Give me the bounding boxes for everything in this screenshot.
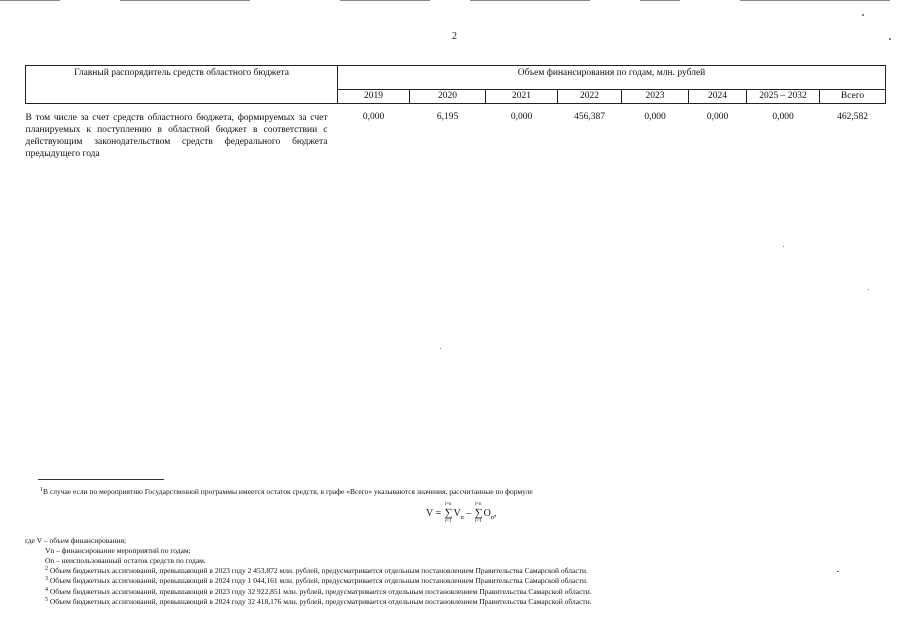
vn-line: Vn – финансирование мероприятий по годам; <box>45 546 191 555</box>
year-header: 2021 <box>486 90 558 104</box>
scan-top-edge <box>0 0 905 2</box>
table-cell: 0,000 <box>510 112 533 122</box>
header-financing-by-years: Объем финансирования по годам, млн. рублей <box>338 66 886 90</box>
year-header: 2022 <box>558 90 622 104</box>
table-cell: 456,387 <box>574 112 605 122</box>
table-cell: 0,000 <box>706 112 729 122</box>
footnote-text: Объем бюджетных ассигнований, превышающий в 2024 году 1 044,161 млн. рублей, предусматривается отдельным постановлением Правительства Самарской области. <box>49 576 588 585</box>
formula-o-sub: n <box>490 515 494 521</box>
sum-lower-limit: i=1 <box>474 519 482 524</box>
where-line: где V – объем финансирования; <box>25 536 127 545</box>
on-line: On – неиспользованный остаток средств по годам. <box>45 556 206 565</box>
table-cell: 6,195 <box>436 112 459 122</box>
financing-table <box>25 65 886 161</box>
formula-v-sub: n <box>460 515 464 521</box>
footnote-1 <box>40 487 533 497</box>
sum-symbol: ∑ i=n i=1 <box>444 502 453 524</box>
formula-v: V <box>453 508 461 519</box>
scan-speck <box>837 571 839 572</box>
table-cell: 0,000 <box>644 112 666 122</box>
page-number: 2 <box>452 31 457 42</box>
formula-tail: , <box>493 508 497 519</box>
header-distributor: Главный распорядитель средств областного бюджета <box>26 66 338 104</box>
footnote-4 <box>45 587 592 597</box>
footnote-mark: 4 <box>45 587 48 593</box>
footnote-separator <box>38 479 164 480</box>
footnote-mark: 2 <box>45 566 48 572</box>
total-header: Всего <box>820 90 886 104</box>
table-cell-total: 462,582 <box>837 112 868 122</box>
row-description: В том числе за счет средств областного бюджета, формируемых за счет планируемых к поступлению в областной бюджет в соответствии с действующим законодательством средств федерального бюджета предыдущего года <box>25 113 328 159</box>
sum-lower-limit: i=1 <box>444 519 452 524</box>
formula-lhs: V = <box>426 508 442 519</box>
scan-speck <box>440 348 441 349</box>
year-header: 2020 <box>410 90 486 104</box>
sum-symbol: ∑ i=n i=1 <box>474 502 483 524</box>
scan-speck <box>783 246 784 247</box>
year-header: 2024 <box>689 90 747 104</box>
formula-o: O <box>483 508 491 519</box>
table-cell: 0,000 <box>772 112 794 122</box>
table-row <box>26 104 886 162</box>
scan-speck <box>862 14 864 16</box>
footnote-text: Объем бюджетных ассигнований, превышающий в 2023 году 2 453,872 млн. рублей, предусматривается отдельным постановлением Правительства Самарской области. <box>49 566 588 575</box>
footnote-3 <box>45 576 588 586</box>
year-header: 2025 – 2032 <box>747 90 820 104</box>
footnote-text: Объем бюджетных ассигнований, превышающий в 2023 году 32 922,851 млн. рублей, предусматривается отдельным постановлением Правительства Самарской области. <box>49 587 592 596</box>
footnote-mark: 1 <box>40 487 43 493</box>
sum-upper-limit: i=n <box>474 502 482 507</box>
footnote-2 <box>45 566 588 576</box>
footnote-5 <box>45 597 592 607</box>
footnote-text: В случае если по мероприятию Государственной программы имеется остаток средств, в графе «Всего» указываются значения, рассчитанные по формуле <box>43 487 533 496</box>
scan-speck <box>868 289 869 290</box>
footnote-text: Объем бюджетных ассигнований, превышающий в 2024 году 32 418,176 млн. рублей, предусматривается отдельным постановлением Правительства Самарской области. <box>49 597 592 606</box>
scan-speck <box>889 38 891 40</box>
year-header: 2019 <box>338 90 410 104</box>
table-cell: 0,000 <box>362 112 385 122</box>
footnote-mark: 5 <box>45 597 48 603</box>
footnote-mark: 3 <box>45 576 48 582</box>
sum-upper-limit: i=n <box>444 502 452 507</box>
formula-minus: – <box>466 508 472 519</box>
year-header: 2023 <box>622 90 689 104</box>
formula <box>426 502 497 524</box>
